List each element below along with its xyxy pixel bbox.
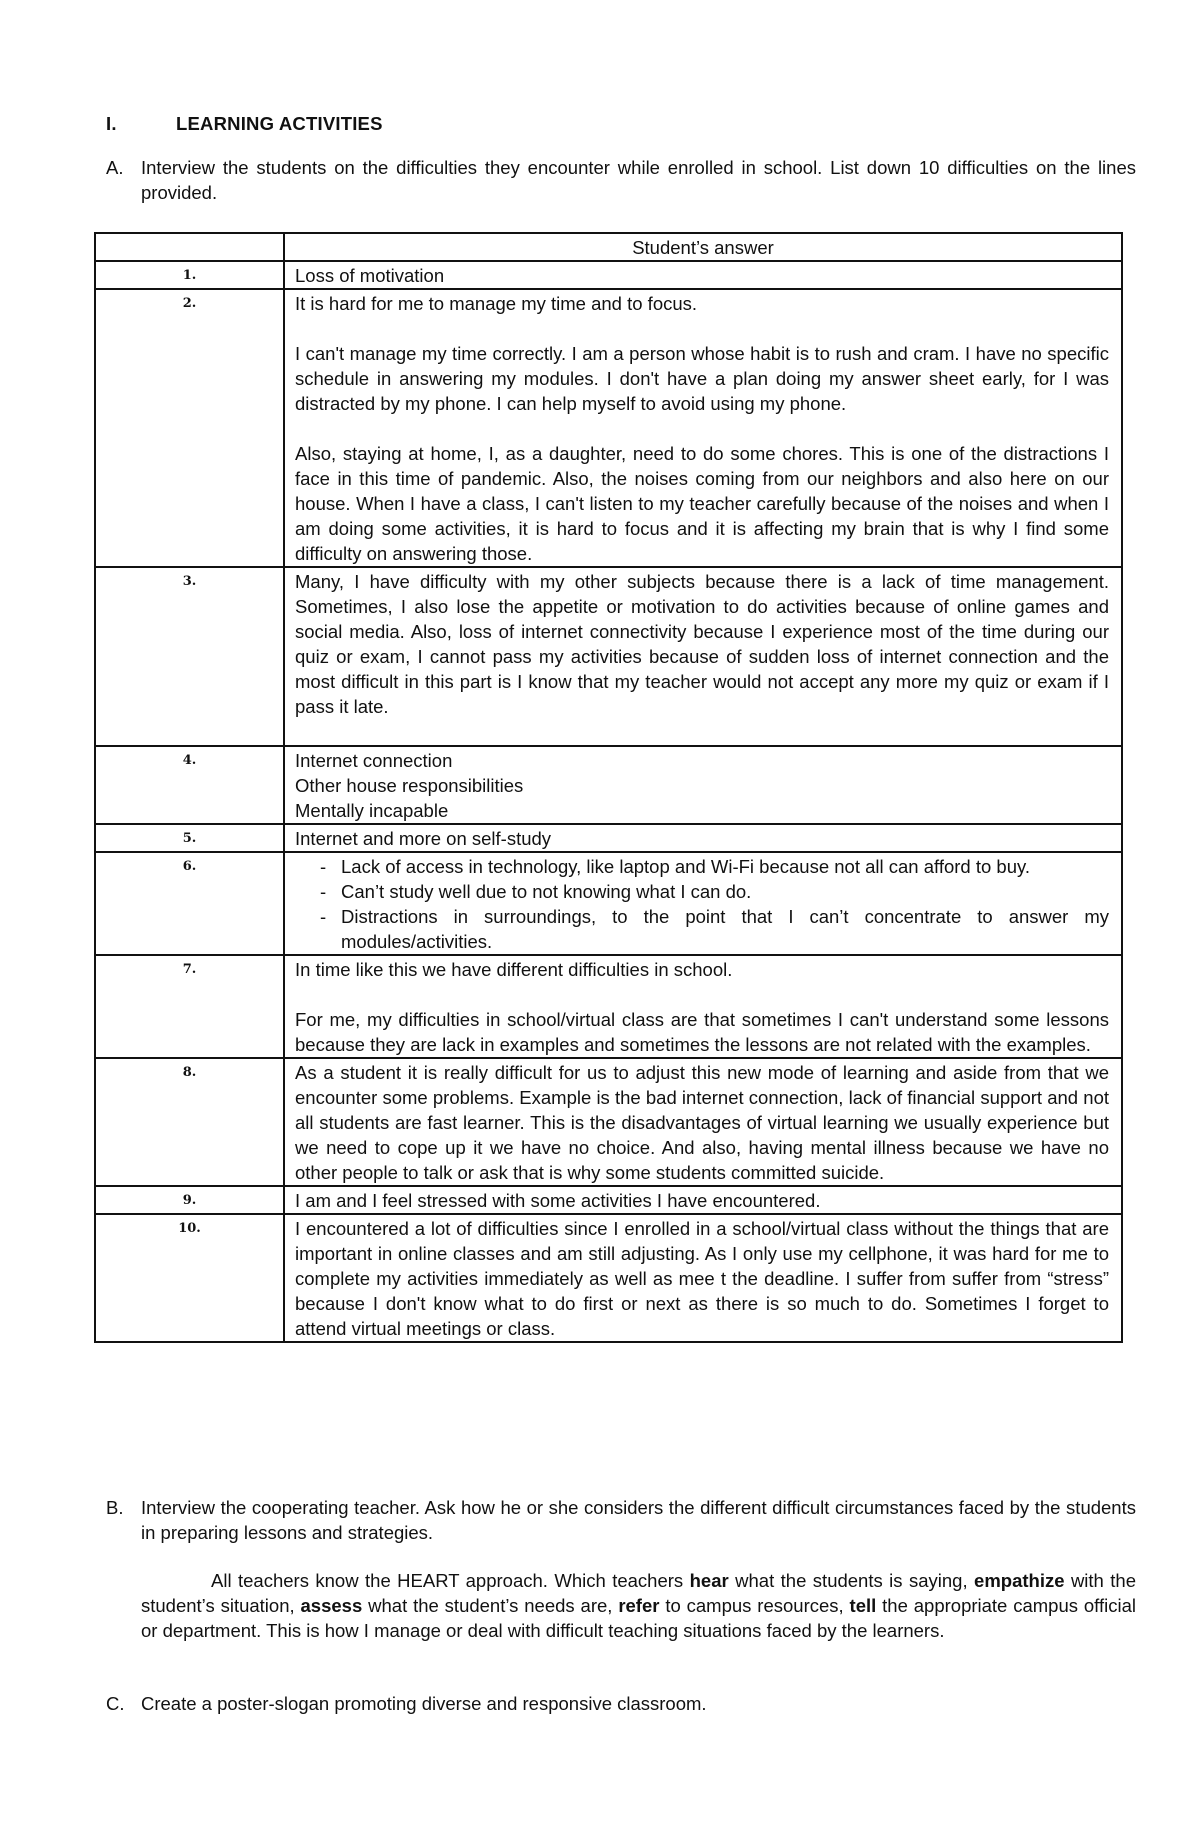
table-header-blank — [95, 233, 284, 261]
table-header: Student’s answer — [284, 233, 1122, 261]
item-b — [106, 1495, 1136, 1545]
row-answer — [284, 1058, 1122, 1186]
item-c-text: Create a poster-slogan promoting diverse and responsive classroom. — [141, 1693, 707, 1714]
item-c-letter: C. — [106, 1693, 125, 1714]
item-b-text: Interview the cooperating teacher. Ask how he or she considers the different difficult circumstances faced by the students in preparing lessons and strategies. — [141, 1497, 1136, 1543]
table-row — [95, 1058, 1122, 1186]
row-number: 7. — [95, 955, 284, 1058]
answer-text: I can't manage my time correctly. I am a person whose habit is to rush and cram. I have no specific schedule in answering my modules. I don't have a plan doing my answer sheet early, for I was distracted by my phone. I can help myself to avoid using my phone. — [295, 343, 1109, 414]
answer-text: Loss of motivation — [295, 265, 445, 286]
answer-text: As a student it is really difficult for us to adjust this new mode of learning and aside from that we encounter some problems. Example is the bad internet connection, lack of financial support and not all students are fast learner. This is the disadvantages of virtual learning we usually experience but we need to cope up it we have no choice. And also, having mental illness because we have no other people to talk or ask that is why some students committed suicide. — [295, 1062, 1109, 1183]
table-row — [95, 955, 1122, 1058]
keyword-hear: hear — [689, 1570, 729, 1591]
answer-line: Internet connection — [295, 750, 453, 771]
row-answer — [284, 1186, 1122, 1214]
section-number: I. — [106, 113, 117, 134]
keyword-refer: refer — [618, 1595, 660, 1616]
row-answer — [284, 289, 1122, 567]
item-b-letter: B. — [106, 1497, 124, 1518]
table-row — [95, 746, 1122, 824]
bullet-item: - Can’t study well due to not knowing what I can do. — [320, 881, 752, 902]
row-number: 2. — [95, 289, 284, 567]
row-answer — [284, 955, 1122, 1058]
teacher-answer: All teachers know the HEART approach. Which teachers hear what the students is saying, empathize with the student’s situation, assess what the student’s needs are, refer to campus resources, tell the appropriate campus official or department. This is how I manage or deal with difficult teaching situations faced by the learners. — [141, 1570, 1136, 1641]
answer-line: Mentally incapable — [295, 800, 449, 821]
row-number: 6. — [95, 852, 284, 955]
table-row — [95, 1186, 1122, 1214]
table-row — [95, 824, 1122, 852]
keyword-tell: tell — [849, 1595, 877, 1616]
row-answer — [284, 746, 1122, 824]
item-a-letter: A. — [106, 157, 124, 178]
row-number: 3. — [95, 567, 284, 746]
row-number: 10. — [95, 1214, 284, 1342]
row-answer — [284, 852, 1122, 955]
answer-text: Internet and more on self-study — [295, 828, 552, 849]
keyword-assess: assess — [300, 1595, 363, 1616]
table-row — [95, 852, 1122, 955]
row-answer — [284, 261, 1122, 289]
answer-line: Other house responsibilities — [295, 775, 524, 796]
row-answer — [284, 824, 1122, 852]
section-heading — [106, 113, 383, 135]
row-number: 1. — [95, 261, 284, 289]
bullet-item: - Lack of access in technology, like laptop and Wi-Fi because not all can afford to buy. — [320, 856, 1030, 877]
row-number: 8. — [95, 1058, 284, 1186]
table-row — [95, 261, 1122, 289]
answer-text: I am and I feel stressed with some activities I have encountered. — [295, 1190, 821, 1211]
item-c — [106, 1691, 1136, 1716]
table-row — [95, 289, 1122, 567]
table-header-row — [95, 233, 1122, 261]
bullet-item: - Distractions in surroundings, to the point that I can’t concentrate to answer my modules/activities. — [320, 906, 1109, 952]
answer-text: For me, my difficulties in school/virtual class are that sometimes I can't understand some lessons because they are lack in examples and sometimes the lessons are not related with the examples. — [295, 1009, 1109, 1055]
row-number: 9. — [95, 1186, 284, 1214]
row-number: 5. — [95, 824, 284, 852]
answer-text: Also, staying at home, I, as a daughter, need to do some chores. This is one of the distractions I face in this time of pandemic. Also, the noises coming from our neighbors and also here on our house. When I have a class, I can't listen to my teacher carefully because of the noises and when I am doing some activities, it is hard to focus and it is affecting my brain that is why I find some difficulty on answering those. — [295, 443, 1109, 564]
table-row — [95, 1214, 1122, 1342]
row-number: 4. — [95, 746, 284, 824]
item-a-text: Interview the students on the difficulties they encounter while enrolled in school. List down 10 difficulties on the lines provided. — [141, 157, 1136, 203]
answers-table — [94, 232, 1123, 1343]
item-a — [106, 155, 1136, 205]
answer-text: In time like this we have different difficulties in school. — [295, 959, 733, 980]
row-answer — [284, 1214, 1122, 1342]
answer-text: Many, I have difficulty with my other subjects because there is a lack of time management. Sometimes, I also lose the appetite or motivation to do activities because of online games and social media. Also, loss of internet connectivity because I experience most of the time during our quiz or exam, I cannot pass my activities because of sudden loss of internet connection and the most difficult in this part is I know that my teacher would not accept any more my quiz or exam if I pass it late. — [295, 571, 1109, 717]
answer-text: I encountered a lot of difficulties since I enrolled in a school/virtual class without the things that are important in online classes and am still adjusting. As I only use my cellphone, it was hard for me to complete my activities immediately as well as mee t the deadline. I suffer from suffer from “stress” because I don't know what to do first or next as there is so much to do. Sometimes I forget to attend virtual meetings or class. — [295, 1218, 1109, 1339]
keyword-empathize: empathize — [974, 1570, 1065, 1591]
row-answer — [284, 567, 1122, 746]
answer-text: It is hard for me to manage my time and to focus. — [295, 293, 698, 314]
section-title: LEARNING ACTIVITIES — [176, 113, 383, 134]
table-row — [95, 567, 1122, 746]
